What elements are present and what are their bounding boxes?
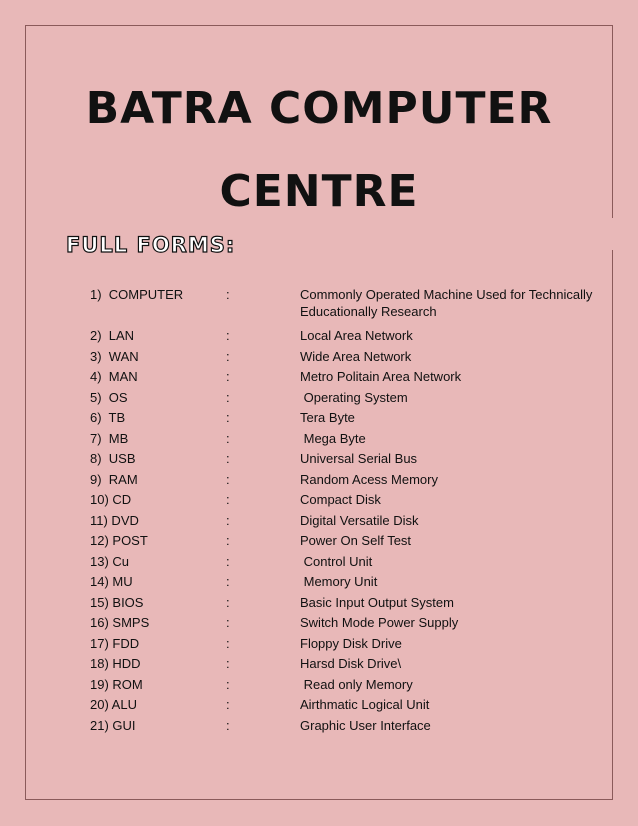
separator: : bbox=[226, 533, 230, 548]
list-item bbox=[90, 368, 610, 389]
full-form: Operating System bbox=[300, 389, 408, 405]
abbreviation: 18) HDD bbox=[90, 656, 141, 671]
separator: : bbox=[226, 635, 230, 651]
full-form: Airthmatic Logical Unit bbox=[300, 697, 430, 712]
separator: : bbox=[226, 615, 230, 630]
separator: : bbox=[226, 430, 230, 446]
list-item bbox=[90, 327, 610, 348]
section-heading: FULL FORMS: bbox=[66, 233, 236, 257]
list-item bbox=[90, 409, 610, 430]
abbreviation: 17) FDD bbox=[90, 635, 140, 651]
abbreviation: 3) WAN bbox=[90, 348, 139, 364]
separator: : bbox=[226, 656, 230, 671]
separator: : bbox=[226, 369, 230, 384]
separator: : bbox=[226, 512, 230, 528]
full-form: Tera Byte bbox=[300, 410, 355, 425]
abbreviation: 12) POST bbox=[90, 533, 148, 548]
separator: : bbox=[226, 410, 230, 425]
separator: : bbox=[226, 287, 230, 302]
abbreviation: 9) RAM bbox=[90, 471, 138, 487]
full-form: Mega Byte bbox=[300, 430, 366, 446]
list-item bbox=[90, 389, 610, 410]
full-form: Harsd Disk Drive\ bbox=[300, 656, 402, 671]
abbreviation: 21) GUI bbox=[90, 717, 136, 733]
list-item bbox=[90, 532, 610, 553]
abbreviation: 7) MB bbox=[90, 430, 129, 446]
abbreviation: 16) SMPS bbox=[90, 615, 150, 630]
list-item bbox=[90, 594, 610, 615]
full-form: Basic Input Output System bbox=[300, 594, 454, 610]
abbreviation: 20) ALU bbox=[90, 697, 137, 712]
list-item bbox=[90, 491, 610, 512]
separator: : bbox=[226, 492, 230, 507]
list-item bbox=[90, 676, 610, 697]
full-form: Commonly Operated Machine Used for Technically Educationally Research bbox=[300, 287, 597, 319]
abbreviation: 1) COMPUTER bbox=[90, 287, 184, 302]
separator: : bbox=[226, 328, 230, 343]
list-item bbox=[90, 614, 610, 635]
list-item bbox=[90, 655, 610, 676]
full-forms-list bbox=[90, 286, 610, 737]
separator: : bbox=[226, 471, 230, 487]
full-form: Power On Self Test bbox=[300, 533, 412, 548]
abbreviation: 15) BIOS bbox=[90, 594, 144, 610]
abbreviation: 14) MU bbox=[90, 574, 133, 589]
full-form: Compact Disk bbox=[300, 492, 381, 507]
full-form: Local Area Network bbox=[300, 328, 413, 343]
border-gap bbox=[612, 218, 616, 250]
full-form: Switch Mode Power Supply bbox=[300, 615, 459, 630]
separator: : bbox=[226, 389, 230, 405]
abbreviation: 6) TB bbox=[90, 410, 126, 425]
list-item bbox=[90, 573, 610, 594]
separator: : bbox=[226, 574, 230, 589]
abbreviation: 8) USB bbox=[90, 451, 136, 466]
full-form: Control Unit bbox=[300, 553, 373, 569]
full-form: Digital Versatile Disk bbox=[300, 512, 419, 528]
list-item bbox=[90, 450, 610, 471]
separator: : bbox=[226, 697, 230, 712]
abbreviation: 10) CD bbox=[90, 492, 132, 507]
abbreviation: 2) LAN bbox=[90, 328, 135, 343]
abbreviation: 13) Cu bbox=[90, 553, 130, 569]
full-form: Random Acess Memory bbox=[300, 471, 438, 487]
abbreviation: 5) OS bbox=[90, 389, 128, 405]
separator: : bbox=[226, 553, 230, 569]
full-form: Floppy Disk Drive bbox=[300, 635, 402, 651]
list-item bbox=[90, 553, 610, 574]
list-item bbox=[90, 512, 610, 533]
list-item bbox=[90, 471, 610, 492]
list-item bbox=[90, 348, 610, 369]
full-form: Wide Area Network bbox=[300, 348, 412, 364]
list-item bbox=[90, 717, 610, 738]
separator: : bbox=[226, 451, 230, 466]
full-form: Memory Unit bbox=[300, 574, 378, 589]
list-item bbox=[90, 430, 610, 451]
full-form: Universal Serial Bus bbox=[300, 451, 418, 466]
separator: : bbox=[226, 348, 230, 364]
list-item bbox=[90, 286, 610, 327]
abbreviation: 11) DVD bbox=[90, 512, 139, 528]
separator: : bbox=[226, 676, 230, 692]
list-item bbox=[90, 696, 610, 717]
separator: : bbox=[226, 594, 230, 610]
full-form: Graphic User Interface bbox=[300, 717, 431, 733]
separator: : bbox=[226, 717, 230, 733]
page-title-line2: CENTRE bbox=[219, 166, 419, 217]
list-item bbox=[90, 635, 610, 656]
page-title-line1: BATRA COMPUTER bbox=[85, 83, 553, 134]
full-form: Metro Politain Area Network bbox=[300, 369, 462, 384]
abbreviation: 4) MAN bbox=[90, 369, 138, 384]
full-form: Read only Memory bbox=[300, 676, 413, 692]
abbreviation: 19) ROM bbox=[90, 676, 143, 692]
